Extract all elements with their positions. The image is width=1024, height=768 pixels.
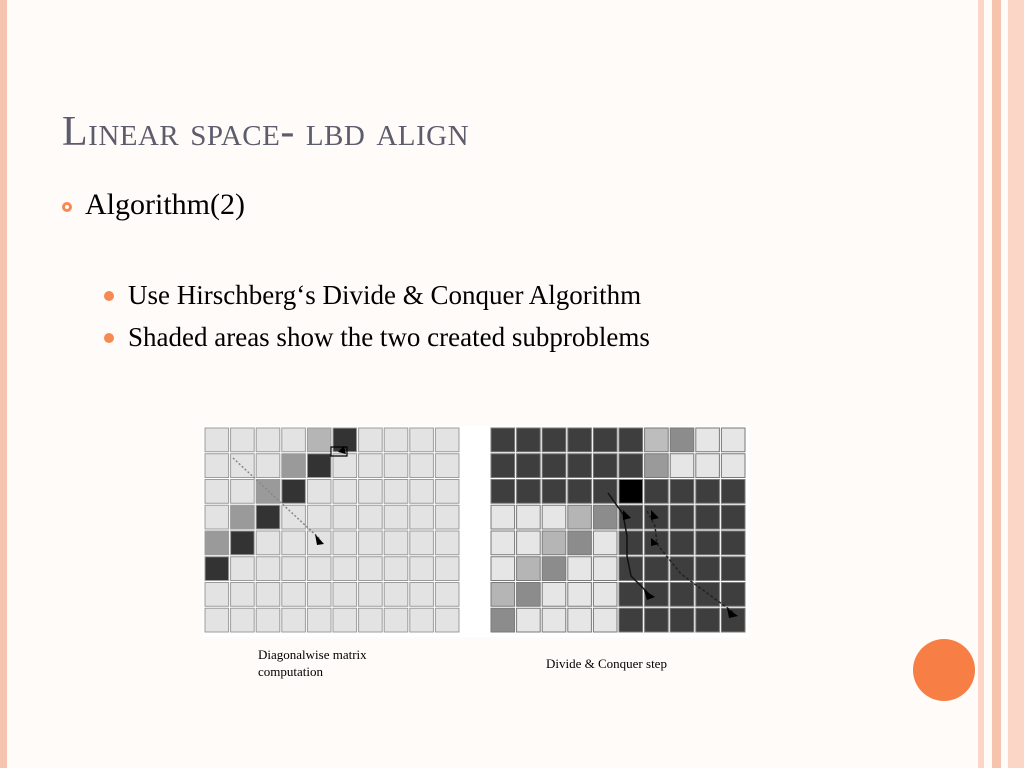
matrix-cell [568, 608, 592, 632]
matrix-cell [542, 428, 566, 452]
matrix-cell [307, 583, 331, 607]
matrix-cell [696, 608, 720, 632]
matrix-cell [542, 480, 566, 504]
matrix-cell [231, 454, 255, 478]
matrix-cell [307, 480, 331, 504]
dot-bullet-icon [104, 333, 114, 343]
matrix-cell [231, 428, 255, 452]
matrix-cell [231, 480, 255, 504]
matrix-cell [593, 583, 617, 607]
matrix-cell [205, 505, 229, 529]
matrix-cell [435, 428, 459, 452]
matrix-cell [205, 428, 229, 452]
matrix-cell [696, 480, 720, 504]
matrix-cell [491, 428, 515, 452]
left-border-stripe [0, 0, 7, 768]
matrix-cell [359, 480, 383, 504]
matrix-cell [435, 557, 459, 581]
matrix-cell [696, 505, 720, 529]
matrix-cell [205, 531, 229, 555]
matrix-diagrams [203, 426, 749, 637]
matrix-cell [721, 428, 745, 452]
matrix-cell [384, 428, 408, 452]
matrix-cell [435, 454, 459, 478]
matrix-cell [410, 608, 434, 632]
decorative-circle [913, 639, 975, 701]
matrix-cell [282, 557, 306, 581]
matrix-cell [205, 454, 229, 478]
matrix-cell [670, 428, 694, 452]
matrix-cell [384, 454, 408, 478]
matrix-cell [307, 505, 331, 529]
right-figure-caption: Divide & Conquer step [546, 656, 667, 671]
matrix-cell [645, 557, 669, 581]
matrix-cell [619, 428, 643, 452]
matrix-cell [333, 454, 357, 478]
matrix-cell [491, 557, 515, 581]
left-figure-caption: Diagonalwise matrix computation [258, 647, 367, 679]
matrix-cell [645, 608, 669, 632]
matrix-cell [491, 505, 515, 529]
right-border-stripe [978, 0, 984, 768]
dot-bullet-icon [104, 291, 114, 301]
matrix-cell [517, 428, 541, 452]
matrix-cell [205, 608, 229, 632]
matrix-cell [517, 583, 541, 607]
matrix-cell [619, 583, 643, 607]
right-border-stripe [992, 0, 1001, 768]
matrix-cell [517, 454, 541, 478]
matrix-cell [359, 531, 383, 555]
matrix-cell [231, 505, 255, 529]
matrix-cell [333, 428, 357, 452]
matrix-cell [282, 608, 306, 632]
matrix-cell [721, 608, 745, 632]
matrix-cell [517, 531, 541, 555]
matrix-cell [619, 454, 643, 478]
matrix-cell [410, 531, 434, 555]
matrix-cell [435, 608, 459, 632]
matrix-cell [410, 583, 434, 607]
matrix-cell [359, 557, 383, 581]
matrix-cell [282, 505, 306, 529]
matrix-cell [517, 505, 541, 529]
algorithm-figure [203, 426, 749, 637]
matrix-cell [670, 480, 694, 504]
matrix-cell [542, 583, 566, 607]
matrix-cell [491, 608, 515, 632]
bullet-level2 [104, 322, 650, 353]
matrix-cell [256, 505, 280, 529]
matrix-cell [359, 608, 383, 632]
matrix-cell [517, 608, 541, 632]
matrix-cell [593, 531, 617, 555]
matrix-cell [645, 480, 669, 504]
matrix-cell [619, 608, 643, 632]
matrix-cell [542, 531, 566, 555]
matrix-cell [645, 428, 669, 452]
matrix-cell [333, 505, 357, 529]
matrix-cell [410, 454, 434, 478]
matrix-cell [619, 480, 643, 504]
matrix-cell [593, 428, 617, 452]
matrix-cell [256, 583, 280, 607]
matrix-cell [410, 428, 434, 452]
matrix-cell [359, 505, 383, 529]
matrix-cell [256, 428, 280, 452]
matrix-cell [231, 531, 255, 555]
matrix-cell [282, 454, 306, 478]
bullet-level2-text: Shaded areas show the two created subproblems [128, 322, 650, 352]
matrix-cell [384, 531, 408, 555]
matrix-cell [282, 531, 306, 555]
matrix-cell [619, 505, 643, 529]
matrix-cell [670, 505, 694, 529]
matrix-cell [384, 505, 408, 529]
matrix-cell [517, 480, 541, 504]
matrix-cell [410, 557, 434, 581]
matrix-cell [435, 480, 459, 504]
matrix-cell [410, 505, 434, 529]
matrix-cell [256, 454, 280, 478]
matrix-cell [384, 480, 408, 504]
matrix-cell [721, 557, 745, 581]
matrix-cell [696, 557, 720, 581]
matrix-cell [282, 480, 306, 504]
matrix-cell [359, 454, 383, 478]
bullet-level1 [62, 188, 245, 222]
matrix-cell [645, 454, 669, 478]
matrix-cell [568, 454, 592, 478]
matrix-cell [205, 583, 229, 607]
bullet-level2-text: Use Hirschberg‘s Divide & Conquer Algorithm [128, 280, 642, 310]
slide-title: Linear space- lbd align [62, 109, 470, 155]
matrix-cell [619, 531, 643, 555]
matrix-cell [256, 557, 280, 581]
bullet-level2 [104, 280, 641, 311]
matrix-cell [721, 505, 745, 529]
matrix-cell [670, 608, 694, 632]
matrix-cell [282, 428, 306, 452]
matrix-cell [333, 608, 357, 632]
matrix-cell [542, 454, 566, 478]
matrix-cell [568, 583, 592, 607]
matrix-cell [333, 531, 357, 555]
matrix-cell [619, 557, 643, 581]
matrix-cell [670, 557, 694, 581]
matrix-cell [696, 454, 720, 478]
matrix-cell [491, 583, 515, 607]
right-border-stripe [1008, 0, 1024, 768]
matrix-cell [333, 480, 357, 504]
matrix-cell [568, 557, 592, 581]
matrix-cell [307, 557, 331, 581]
matrix-cell [307, 454, 331, 478]
matrix-cell [231, 557, 255, 581]
matrix-cell [593, 608, 617, 632]
matrix-cell [231, 583, 255, 607]
bullet-level1-text: Algorithm(2) [85, 188, 245, 221]
matrix-cell [410, 480, 434, 504]
matrix-cell [542, 608, 566, 632]
matrix-cell [721, 583, 745, 607]
matrix-cell [696, 428, 720, 452]
matrix-cell [721, 531, 745, 555]
matrix-cell [205, 557, 229, 581]
matrix-cell [333, 583, 357, 607]
matrix-cell [359, 583, 383, 607]
matrix-cell [333, 557, 357, 581]
matrix-cell [307, 608, 331, 632]
matrix-cell [435, 531, 459, 555]
matrix-cell [517, 557, 541, 581]
matrix-cell [568, 531, 592, 555]
matrix-cell [491, 531, 515, 555]
matrix-cell [307, 428, 331, 452]
matrix-cell [384, 583, 408, 607]
matrix-cell [593, 557, 617, 581]
matrix-cell [256, 531, 280, 555]
matrix-cell [542, 505, 566, 529]
matrix-cell [593, 454, 617, 478]
matrix-cell [568, 428, 592, 452]
matrix-cell [491, 480, 515, 504]
matrix-cell [205, 480, 229, 504]
matrix-cell [282, 583, 306, 607]
matrix-cell [256, 608, 280, 632]
matrix-cell [696, 583, 720, 607]
matrix-cell [568, 480, 592, 504]
matrix-cell [542, 557, 566, 581]
matrix-cell [384, 557, 408, 581]
matrix-cell [670, 583, 694, 607]
matrix-cell [231, 608, 255, 632]
matrix-cell [359, 428, 383, 452]
matrix-cell [721, 454, 745, 478]
matrix-cell [568, 505, 592, 529]
matrix-cell [435, 505, 459, 529]
matrix-cell [491, 454, 515, 478]
matrix-cell [384, 608, 408, 632]
matrix-cell [670, 454, 694, 478]
matrix-cell [670, 531, 694, 555]
matrix-cell [721, 480, 745, 504]
matrix-cell [593, 505, 617, 529]
ring-bullet-icon [62, 202, 72, 212]
matrix-cell [435, 583, 459, 607]
matrix-cell [696, 531, 720, 555]
